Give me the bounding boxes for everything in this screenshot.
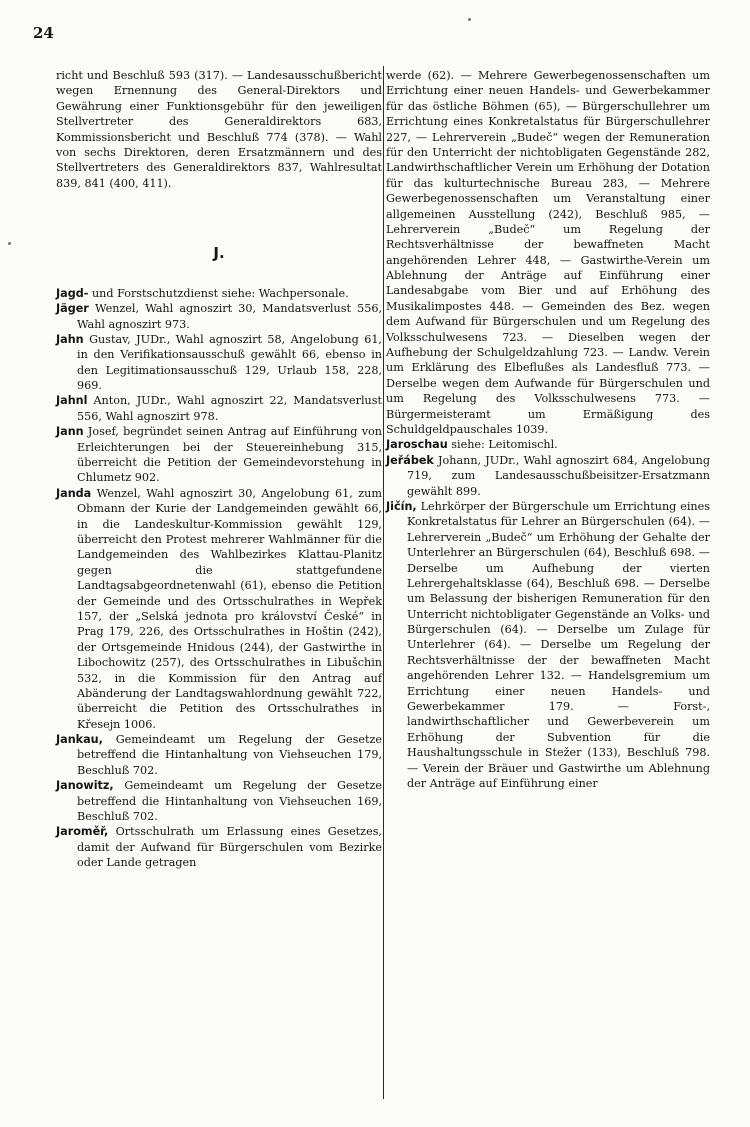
entry-heading: Jagd- <box>56 286 89 300</box>
entry-text: Ortsschulrath um Erlassung eines Gesetzes, damit der Aufwand für Bürgerschulen vom Bezirke oder Lande getragen <box>77 825 382 870</box>
paper-speck <box>8 242 11 245</box>
index-entry <box>56 393 382 424</box>
column-divider <box>383 66 384 1099</box>
index-entry <box>56 424 382 486</box>
continuation-text: werde (62). — Mehrere Gewerbegenossenschaften um Errichtung einer neuen Handels- und Gewerbekammer für das östliche Böhmen (65), — Bürgerschullehrer um Errichtung eines Konkretalstatus für Bürgerschullehrer 227, — Lehrerverein „Budeč“ wegen der Remuneration für den Unterricht der nichtobligaten Gegenstände 282, Landwirthschaftlicher Verein um Erhöhung der Dotation für das kulturtechnische Bureau 283, — Mehrere Gewerbegenossenschaften um Veranstaltung einer allgemeinen Ausstellung (242), Beschluß 985, — Lehrerverein „Budeč“ um Regelung der Rechtsverhältnisse der bewaffneten Macht angehörenden Lehrer 448, — Gastwirthe-Verein um Ablehnung der Anträge auf Einführung einer Landesabgabe vom Bier und auf Erhöhung des Musikalimpostes 448. — Gemeinden des Bez. wegen dem Aufwand für Bürgerschulen und um Regelung des Volksschulwesens 723. — Dieselben wegen der Aufhebung der Schulgeldzahlung 723. — Landw. Verein um Erklärung des Elbeflußes als Landesfluß 773. — Derselbe wegen dem Aufwande für Bürgerschulen und um Regelung des Volksschulwesens 773. — Bürgermeisteramt um Ermäßigung des Schuldgeldpauschales 1039. <box>386 69 710 436</box>
continuation-text: richt und Beschluß 593 (317). — Landesausschußbericht wegen Ernennung des General-Direktors und Gewährung einer Funktionsgebühr für den jeweiligen Stellvertreter des Generaldirektors 683, Kommissionsbericht und Beschluß 774 (378). — Wahl von sechs Direktoren, deren Ersatzmännern und des Stellvertreters des Generaldirektors 837, Wahlresultat 839, 841 (400, 411). <box>56 69 382 190</box>
entry-text: und Forstschutzdienst siehe: Wachpersonale. <box>91 286 349 300</box>
entry-text: Gemeindeamt um Regelung der Gesetze betreffend die Hintanhaltung von Viehseuchen 179, Beschluß 702. <box>77 733 382 777</box>
left-column <box>56 68 382 871</box>
index-entry <box>56 301 382 332</box>
entry-heading: Jaroschau <box>386 438 448 452</box>
entry-text: Gemeindeamt um Regelung der Gesetze betreffend die Hintanhaltung von Viehseuchen 169, Beschluß 702. <box>77 779 382 824</box>
index-entry <box>386 437 710 452</box>
entry-text: Gustav, JUDr., Wahl agnoszirt 58, Angelobung 61, in den Verifikationsausschuß gewählt 66, ebenso in den Legitimationsausschuß 129, Urlaub 158, 228, 969. <box>77 332 382 393</box>
index-entry <box>386 499 710 791</box>
page-number: 24 <box>33 24 54 42</box>
index-entry <box>56 824 382 870</box>
entry-heading: Janowitz, <box>56 779 114 793</box>
entry-text: Josef, begründet seinen Antrag auf Einführung von Erleichterungen bei der Steuereinhebung 315, überreicht die Petition der Gemeindevorstehung in Chlumetz 902. <box>77 425 382 485</box>
entry-text: Lehrkörper der Bürgerschule um Errichtung eines Konkretalstatus für Lehrer an Bürgerschulen (64). — Lehrerverein „Budeč“ um Erhöhung der Gehalte der Unterlehrer an Bürgerschulen (64), Beschluß 698. — Derselbe um Aufhebung der vierten Lehrergehaltsklasse (64), Beschluß 698. — Derselbe um Belassung der bisherigen Remuneration für den Unterricht nichtobligater Gegenstände an Volks- und Bürgerschulen (64). — Derselbe um Zulage für Unterlehrer (64). — Derselbe um Regelung der Rechtsverhältnisse der der bewaffneten Macht angehörenden Lehrer 132. — Handelsgremium um Errichtung einer neuen Handels- und Gewerbekammer 179. — Forst-, landwirthschaftlicher und Gewerbeverein um Erhöhung der Subvention für die Haushaltungsschule in Stežer (133), Beschluß 798. — Verein der Bräuer und Gastwirthe um Ablehnung der Anträge auf Einführung einer <box>407 499 710 790</box>
entry-heading: Jičín, <box>386 499 417 513</box>
entry-heading: Jankau, <box>56 733 103 747</box>
index-entry <box>386 453 710 499</box>
entry-heading: Jahnl <box>56 394 88 408</box>
entry-heading: Jahn <box>56 332 84 346</box>
index-entry <box>56 778 382 824</box>
entry-heading: Jäger <box>56 302 89 316</box>
entry-list <box>56 286 382 871</box>
index-entry <box>56 332 382 394</box>
entry-heading: Jeřábek <box>386 453 434 467</box>
entry-text: siehe: Leitomischl. <box>451 438 558 452</box>
entry-text: Wenzel, Wahl agnoszirt 30, Angelobung 61, zum Obmann der Kurie der Landgemeinden gewählt 66, in die Landeskultur-Kommission gewählt 129, überreicht den Protest mehrerer Wahlmänner für die Landgemeinden des Wahlbezirkes Klattau-Planitz gegen die stattgefundene Landtagsabgeordnetenwahl (61), ebenso die Petition der Gemeinde und des Ortsschulrathes in Wepřek 157, der „Selská jednota pro království České“ in Prag 179, 226, des Ortsschulrathes in Hoštin (242), der Ortsgemeinde Hnidous (244), der Gastwirthe in Libochowitz (257), des Ortsschulrathes in Libušchin 532, in die Kommission für den Antrag auf Abänderung der Landtagswahlordnung gewählt 722, überreicht die Petition des Ortsschulrathes in Křesejn 1006. <box>77 486 382 731</box>
right-column <box>386 68 710 791</box>
entry-heading: Jaroměř, <box>56 825 109 839</box>
paper-speck <box>468 18 471 21</box>
entry-text: Johann, JUDr., Wahl agnoszirt 684, Angelobung 719, zum Landesausschußbeisitzer-Ersatzmann gewählt 899. <box>407 453 710 498</box>
entry-list <box>386 437 710 791</box>
entry-text: Wenzel, Wahl agnoszirt 30, Mandatsverlust 556, Wahl agnoszirt 973. <box>77 302 382 331</box>
entry-text: Anton, JUDr., Wahl agnoszirt 22, Mandatsverlust 556, Wahl agnoszirt 978. <box>77 394 382 423</box>
index-entry <box>56 286 382 301</box>
index-entry <box>56 486 382 732</box>
entry-heading: Janda <box>56 486 92 500</box>
section-letter: J. <box>213 244 225 263</box>
index-entry <box>56 732 382 778</box>
entry-heading: Jann <box>56 425 84 439</box>
